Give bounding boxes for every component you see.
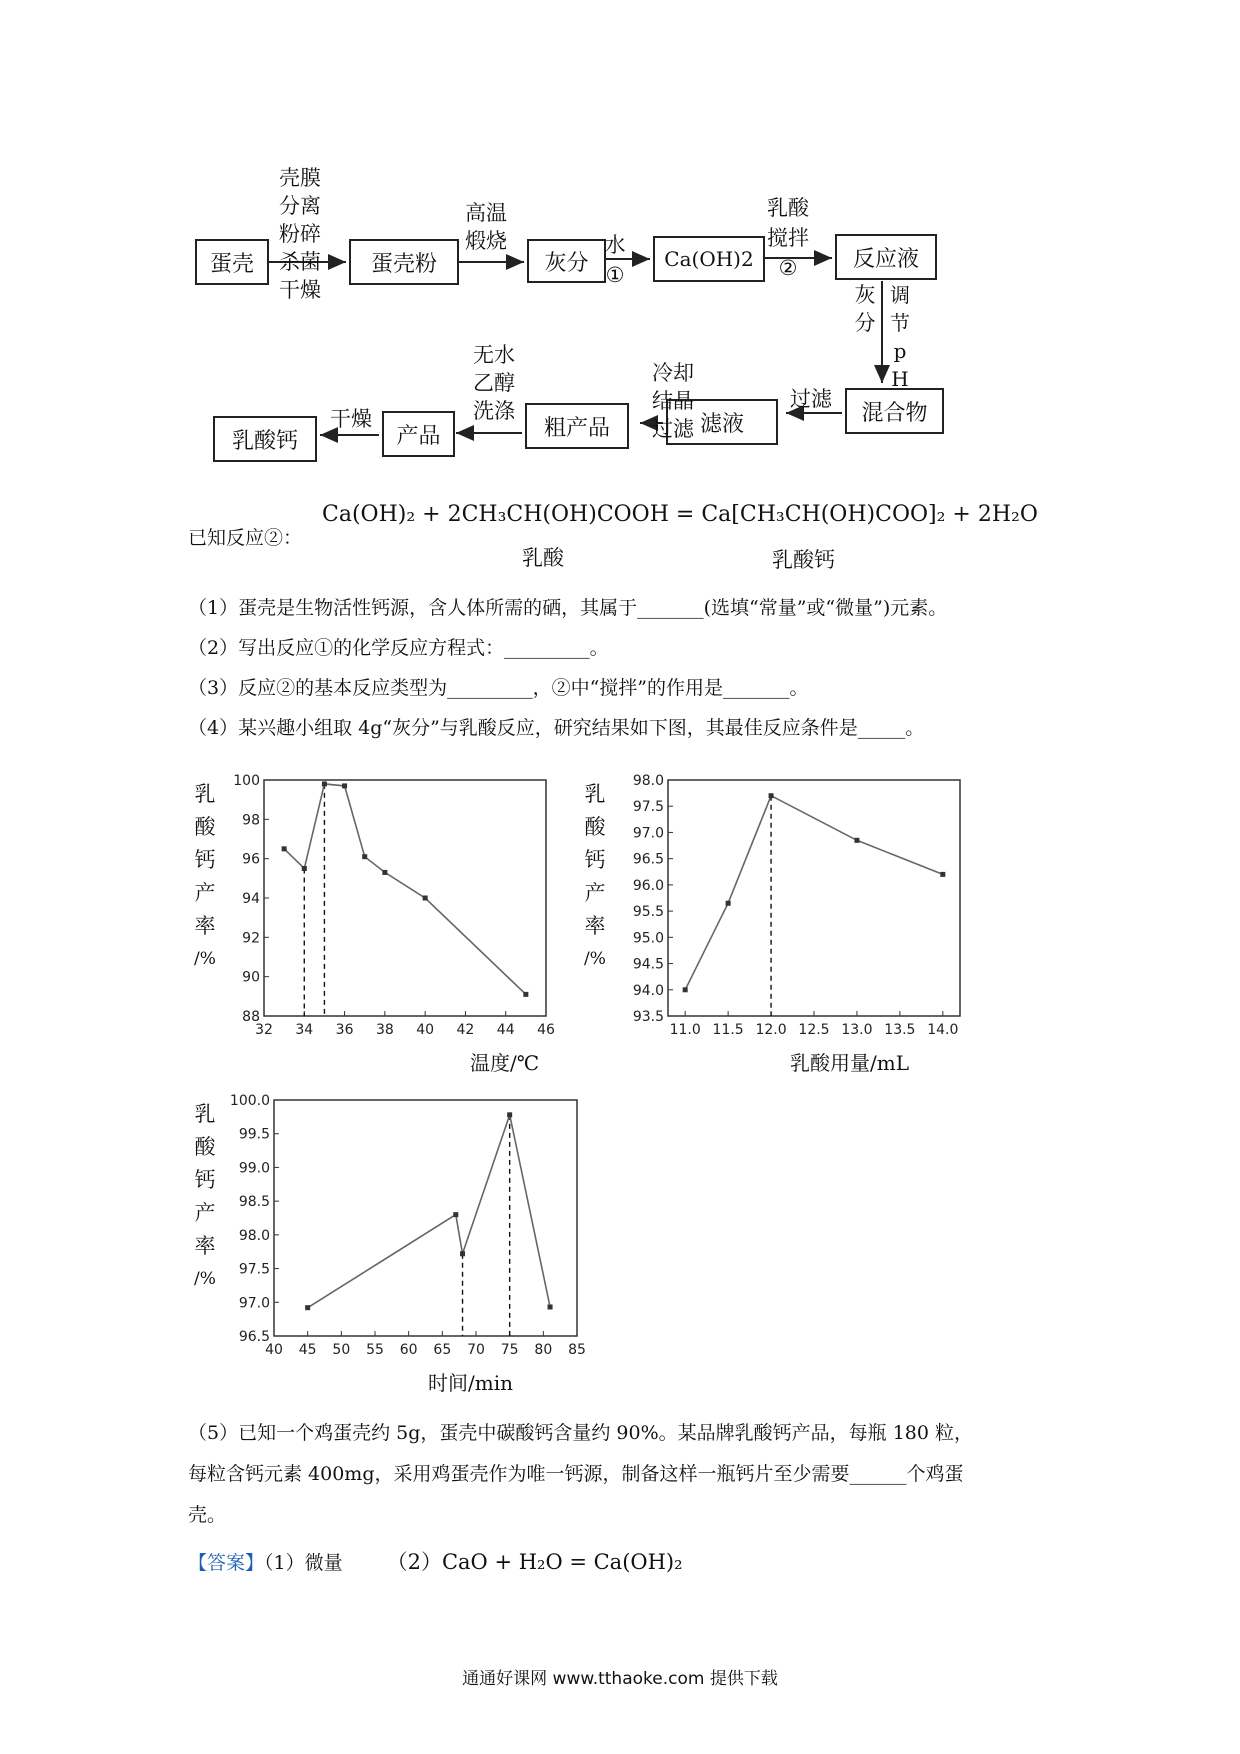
flow-box-filtrate: 滤液: [666, 399, 778, 445]
question-5-line2: 每粒含钙元素 400mg，采用鸡蛋壳作为唯一钙源，制备这样一瓶钙片至少需要______个鸡蛋: [188, 1463, 964, 1485]
x-tick-label: 44: [496, 1022, 515, 1038]
answer-1: （1）微量: [264, 1552, 343, 1574]
data-point: [460, 1251, 465, 1256]
x-tick-label: 34: [295, 1022, 314, 1038]
chart1-xlabel: 温度/℃: [470, 1051, 540, 1075]
flow-label-step7: 冷却 结晶 过滤: [652, 361, 694, 441]
x-tick-label: 40: [416, 1022, 435, 1038]
x-tick-label: 75: [500, 1342, 519, 1358]
y-tick-label: 98: [242, 812, 260, 829]
y-tick-label: 96.5: [238, 1329, 270, 1345]
series-line: [284, 784, 526, 995]
y-tick-label: 100: [233, 773, 260, 789]
chart2-plot: [610, 770, 970, 1055]
x-tick-label: 42: [456, 1022, 475, 1038]
flow-label-step5-right: 调节pH: [890, 283, 910, 391]
y-tick-label: 96: [242, 851, 260, 868]
x-tick-label: 11.5: [712, 1022, 744, 1038]
x-tick-label: 60: [399, 1342, 418, 1358]
x-tick-label: 85: [568, 1342, 586, 1358]
data-point: [322, 781, 327, 786]
chart3-ylabel: 乳 酸 钙 产 率 /%: [194, 1102, 216, 1289]
plot-frame: [668, 780, 960, 1016]
x-tick-label: 46: [537, 1022, 555, 1038]
answer-2: （2）CaO + H₂O = Ca(OH)₂: [386, 1550, 683, 1574]
y-tick-label: 95.0: [632, 930, 664, 947]
reaction-label-calcium-lactate: 乳酸钙: [772, 548, 835, 572]
question-5-line3: 壳。: [188, 1504, 227, 1526]
data-point: [726, 901, 731, 906]
question-1: （1）蛋壳是生物活性钙源，含人体所需的硒，其属于_______(选填“常量”或“微量”)元素。: [188, 597, 948, 619]
chart2-xlabel: 乳酸用量/mL: [790, 1051, 909, 1075]
flow-label-step6: 过滤: [790, 387, 832, 411]
data-point: [305, 1305, 310, 1310]
y-tick-label: 98.0: [238, 1227, 270, 1244]
question-3: （3）反应②的基本反应类型为_________，②中“搅拌”的作用是_______。: [188, 677, 809, 699]
flow-label-step5-left: 灰分: [854, 283, 876, 335]
y-tick-label: 98.5: [238, 1194, 270, 1211]
question-4: （4）某兴趣小组取 4g“灰分”与乳酸反应，研究结果如下图，其最佳反应条件是_____。: [188, 717, 925, 739]
x-tick-label: 12.0: [755, 1022, 787, 1038]
flow-box-mixture: 混合物: [845, 388, 944, 434]
flow-label-step3: 水 ①: [604, 233, 626, 287]
y-tick-label: 98.0: [632, 773, 664, 789]
y-tick-label: 94.0: [632, 982, 664, 999]
flow-box-ash: 灰分: [527, 239, 606, 283]
question-5-line1: （5）已知一个鸡蛋壳约 5g，蛋壳中碳酸钙含量约 90%。某品牌乳酸钙产品，每瓶 180 粒，: [188, 1422, 973, 1444]
data-point: [423, 896, 428, 901]
y-tick-label: 99.5: [238, 1126, 270, 1143]
x-tick-label: 13.5: [884, 1022, 916, 1038]
flow-label-step2: 高温 煅烧: [465, 201, 507, 253]
y-tick-label: 93.5: [632, 1009, 664, 1025]
flow-box-calcium-lactate: 乳酸钙: [213, 416, 317, 462]
x-tick-label: 14.0: [927, 1022, 959, 1038]
data-point: [523, 992, 528, 997]
data-point: [548, 1305, 553, 1310]
data-point: [854, 838, 859, 843]
y-tick-label: 97.0: [632, 825, 664, 842]
data-point: [382, 870, 387, 875]
chart2-ylabel: 乳 酸 钙 产 率 /%: [584, 782, 606, 969]
x-tick-label: 45: [298, 1342, 317, 1358]
reaction-label-lactic-acid: 乳酸: [522, 546, 564, 570]
question-2: （2）写出反应①的化学反应方程式：_________。: [188, 637, 609, 659]
chart3-xlabel: 时间/min: [428, 1371, 513, 1395]
x-tick-label: 13.0: [841, 1022, 873, 1038]
flow-box-caoh2: Ca(OH)2: [653, 236, 765, 282]
data-point: [507, 1112, 512, 1117]
y-tick-label: 94.5: [632, 956, 664, 973]
y-tick-label: 94: [242, 891, 260, 907]
x-tick-label: 80: [534, 1342, 553, 1358]
x-tick-label: 50: [332, 1342, 351, 1358]
chart1-plot: [233, 770, 570, 1055]
y-tick-label: 96.5: [632, 851, 664, 868]
y-tick-label: 92: [242, 930, 260, 947]
y-tick-label: 90: [242, 969, 260, 986]
answer-tag: 【答案】: [188, 1552, 265, 1574]
data-point: [302, 866, 307, 871]
data-point: [342, 783, 347, 788]
y-tick-label: 97.0: [238, 1295, 270, 1312]
x-tick-label: 55: [366, 1342, 384, 1358]
y-tick-label: 95.5: [632, 904, 664, 921]
y-tick-label: 97.5: [238, 1261, 270, 1278]
flow-box-crude-product: 粗产品: [525, 403, 629, 449]
x-tick-label: 36: [335, 1022, 354, 1038]
flow-box-eggshell: 蛋壳: [195, 239, 269, 285]
y-tick-label: 100.0: [229, 1093, 270, 1109]
data-point: [769, 793, 774, 798]
flow-label-step8: 无水 乙醇 洗涤: [473, 343, 515, 423]
y-tick-label: 99.0: [238, 1160, 270, 1177]
y-tick-label: 97.5: [632, 799, 664, 816]
flow-box-reaction-liquid: 反应液: [835, 234, 937, 280]
series-line: [685, 796, 943, 990]
flow-box-product: 产品: [382, 411, 455, 457]
answer-line: [188, 1546, 683, 1576]
plot-frame: [264, 780, 546, 1016]
flow-label-step4: 乳酸 搅拌 ②: [767, 196, 809, 280]
data-point: [282, 846, 287, 851]
x-tick-label: 38: [375, 1022, 394, 1038]
x-tick-label: 11.0: [669, 1022, 701, 1038]
data-point: [683, 987, 688, 992]
data-point: [362, 854, 367, 859]
y-tick-label: 96.0: [632, 877, 664, 894]
y-tick-label: 88: [242, 1009, 260, 1025]
x-tick-label: 12.5: [798, 1022, 830, 1038]
x-tick-label: 40: [265, 1342, 283, 1358]
chart3-plot: [229, 1090, 595, 1375]
footer: 通通好课网 www.tthaoke.com 提供下载: [462, 1669, 778, 1689]
flow-box-eggshell-powder: 蛋壳粉: [349, 239, 459, 285]
chart1-ylabel: 乳 酸 钙 产 率 /%: [194, 782, 216, 969]
series-line: [308, 1115, 550, 1308]
flow-label-step1: 壳膜 分离 粉碎 杀菌 干燥: [279, 166, 321, 302]
data-point: [453, 1212, 458, 1217]
x-tick-label: 70: [467, 1342, 485, 1358]
reaction-prefix: 已知反应②：: [188, 527, 303, 549]
reaction-equation: Ca(OH)₂ + 2CH₃CH(OH)COOH = Ca[CH₃CH(OH)COO]₂ + 2H₂O: [322, 502, 1038, 527]
x-tick-label: 32: [255, 1022, 273, 1038]
data-point: [940, 872, 945, 877]
x-tick-label: 65: [433, 1342, 452, 1358]
flow-label-step9: 干燥: [330, 407, 372, 431]
